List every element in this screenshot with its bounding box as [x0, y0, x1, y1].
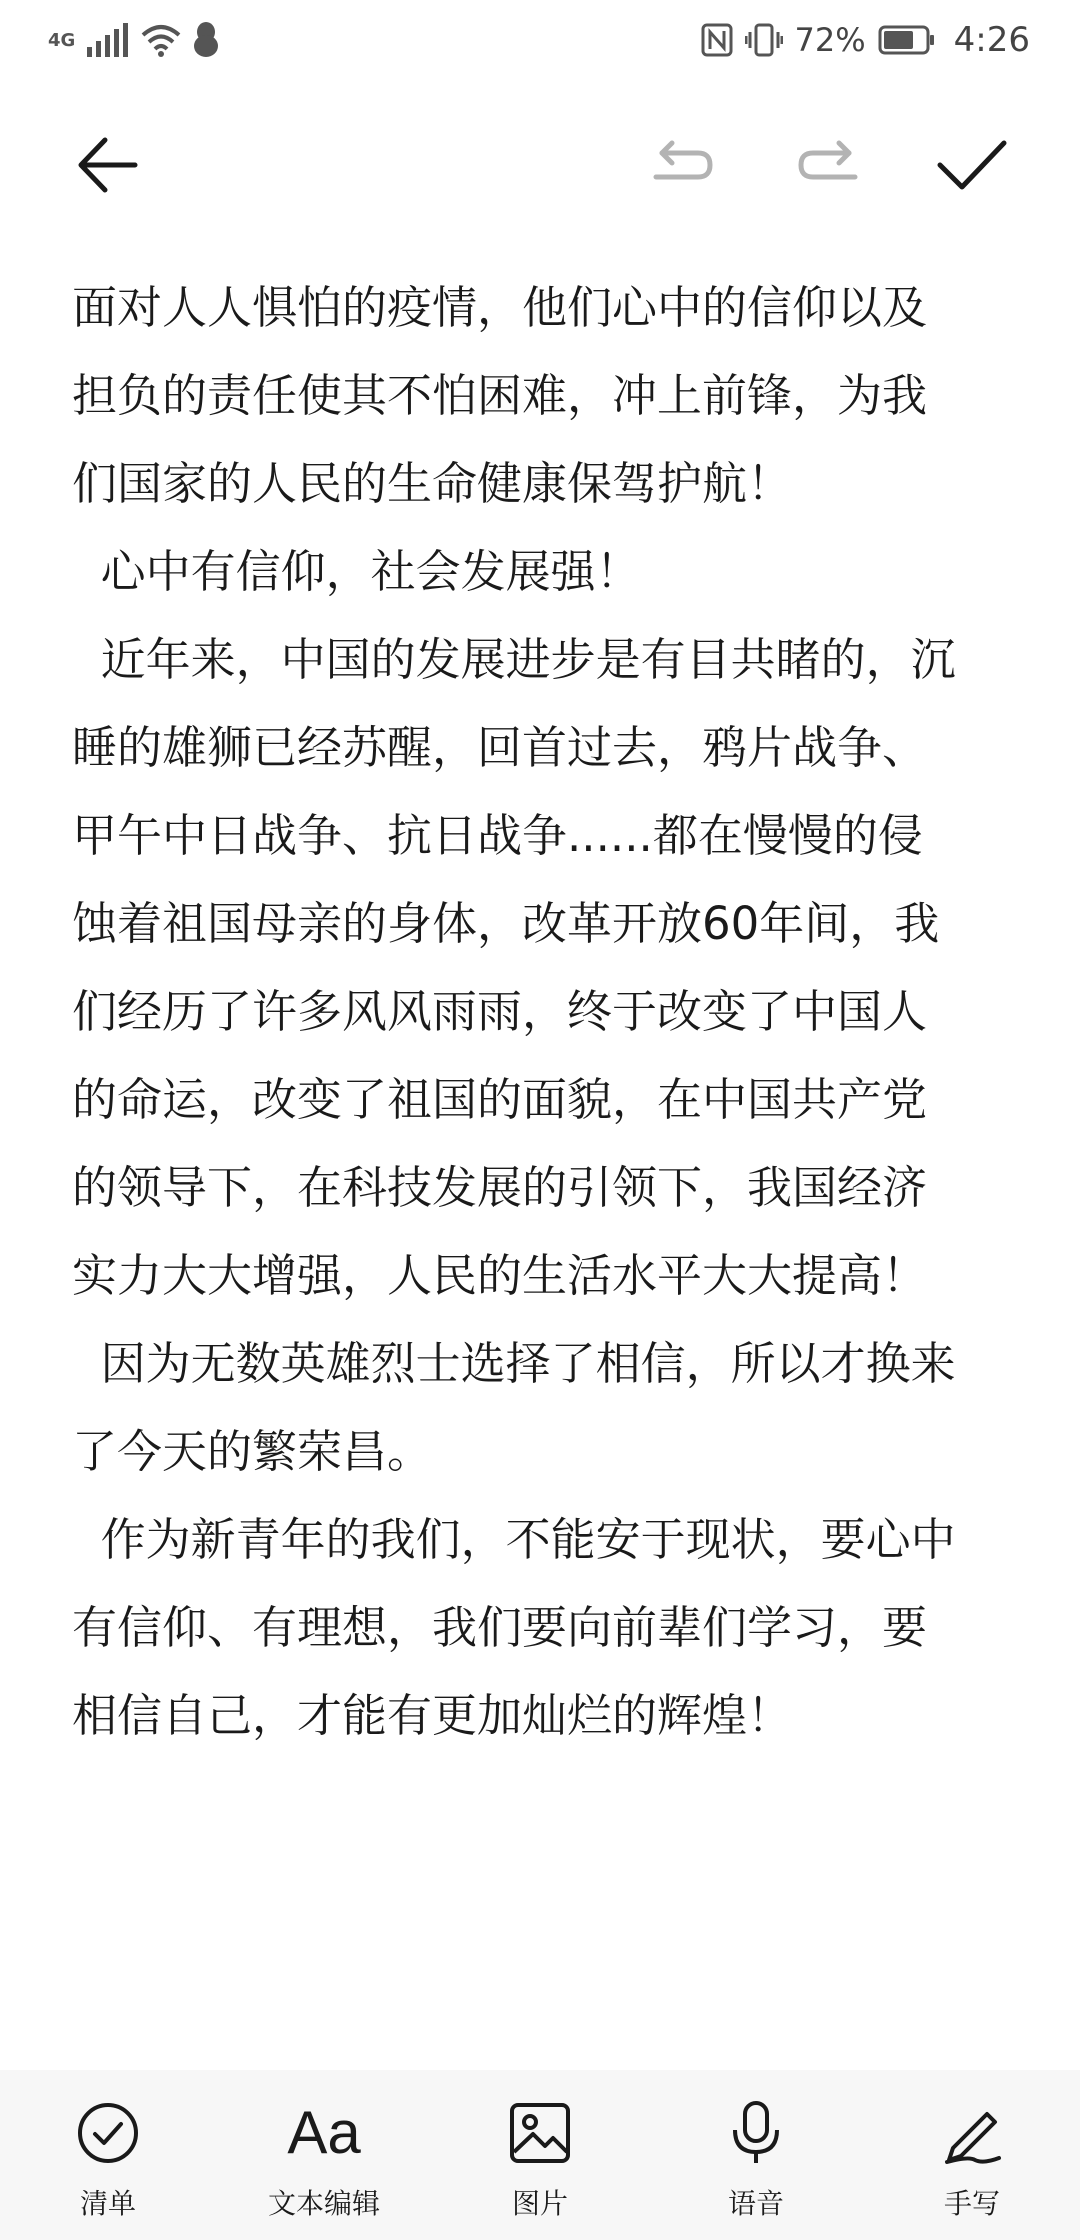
text-line: 相信自己，才能有更加灿烂的辉煌！	[72, 1689, 793, 1742]
checklist-icon-wrap	[73, 2098, 143, 2168]
note-text-area[interactable]	[72, 248, 1022, 2048]
checklist-button[interactable]	[8, 2098, 208, 2228]
text-line: 近年来，中国的发展进步是有目共睹的，沉	[72, 633, 956, 686]
voice-label: 语音	[727, 2187, 784, 2220]
redo-icon	[793, 135, 863, 195]
status-right	[701, 16, 1030, 64]
handwrite-label: 手写	[943, 2187, 1000, 2220]
checkmark-icon	[936, 135, 1008, 195]
text-line: 的命运，改变了祖国的面貌，在中国共产党	[72, 1073, 928, 1126]
microphone-icon-wrap	[721, 2098, 791, 2168]
text-format-icon-wrap	[289, 2098, 359, 2168]
text-line: 了今天的繁荣昌。	[72, 1425, 433, 1478]
arrow-left-icon	[73, 130, 143, 200]
vibrate-icon	[745, 23, 783, 57]
undo-button[interactable]	[643, 125, 723, 205]
text-format-icon: Aa	[287, 2099, 361, 2166]
text-edit-label: 文本编辑	[267, 2187, 380, 2220]
battery-percent-label: 72%	[794, 21, 866, 59]
bottom-action-bar	[0, 2070, 1080, 2240]
voice-button[interactable]	[656, 2098, 856, 2228]
text-line: 实力大大增强，人民的生活水平大大提高！	[72, 1249, 928, 1302]
text-line: 作为新青年的我们，不能安于现状，要心中	[72, 1513, 956, 1566]
pen-icon-wrap	[937, 2098, 1007, 2168]
back-button[interactable]	[68, 125, 148, 205]
text-line: 们经历了许多风风雨雨，终于改变了中国人	[72, 985, 928, 1038]
wifi-icon	[141, 23, 181, 57]
qq-penguin-icon	[191, 22, 221, 58]
text-line: 有信仰、有理想，我们要向前辈们学习，要	[72, 1601, 928, 1654]
checklist-label: 清单	[79, 2187, 136, 2220]
text-line: 们国家的人民的生命健康保驾护航！	[72, 457, 793, 510]
battery-icon	[878, 25, 936, 55]
text-line: 的领导下，在科技发展的引领下，我国经济	[72, 1161, 928, 1214]
text-line: 担负的责任使其不怕困难，冲上前锋，为我	[72, 369, 928, 422]
text-line: 心中有信仰，社会发展强！	[72, 545, 641, 598]
image-button[interactable]	[440, 2098, 640, 2228]
check-circle-icon	[76, 2101, 140, 2165]
text-line: 因为无数英雄烈士选择了相信，所以才换来	[72, 1337, 956, 1390]
editor-toolbar	[0, 100, 1080, 230]
text-line: 蚀着祖国母亲的身体，改革开放60年间，我	[72, 897, 940, 950]
microphone-icon	[728, 2100, 784, 2166]
done-button[interactable]	[932, 125, 1012, 205]
clock-label: 4:26	[953, 20, 1030, 60]
status-bar	[0, 0, 1080, 80]
network-type-label: 4G	[48, 29, 76, 51]
image-label: 图片	[511, 2187, 568, 2220]
image-icon-wrap	[505, 2098, 575, 2168]
undo-icon	[648, 135, 718, 195]
signal-icon	[85, 23, 131, 57]
text-edit-button[interactable]	[224, 2098, 424, 2228]
pen-icon	[939, 2100, 1005, 2166]
text-line: 睡的雄狮已经苏醒，回首过去，鸦片战争、	[72, 721, 928, 774]
redo-button[interactable]	[788, 125, 868, 205]
nfc-icon	[701, 23, 733, 57]
image-icon	[509, 2102, 571, 2164]
status-left	[48, 16, 221, 64]
text-line: 甲午中日战争、抗日战争......都在慢慢的侵	[72, 809, 923, 862]
text-line: 面对人人惧怕的疫情，他们心中的信仰以及	[72, 281, 928, 334]
handwrite-button[interactable]	[872, 2098, 1072, 2228]
partial-line-top	[72, 248, 1022, 264]
